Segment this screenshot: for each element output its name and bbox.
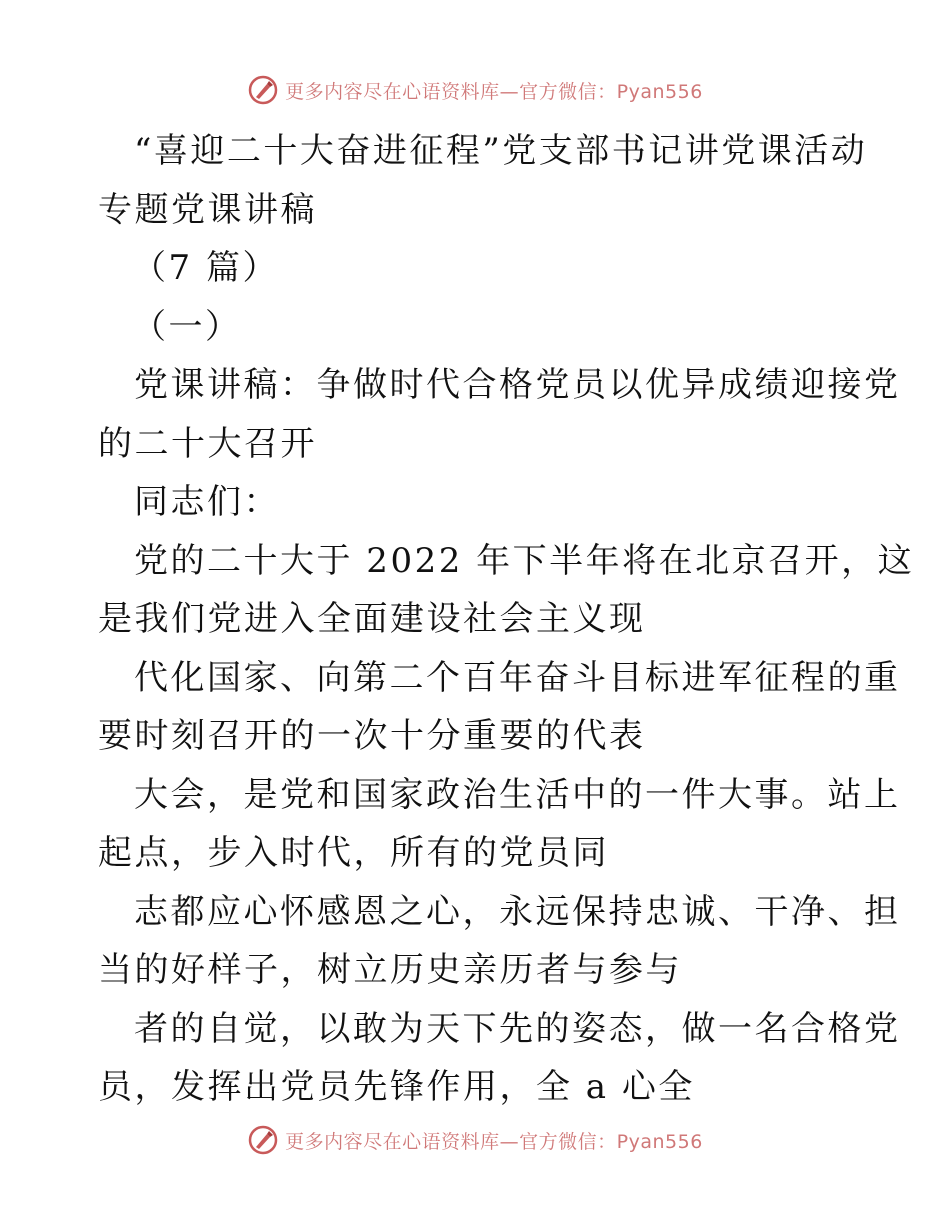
paragraph-line: 当的好样子，树立历史亲历者与参与 — [98, 950, 682, 990]
subtitle-line-2: 的二十大召开 — [98, 423, 317, 464]
paragraph-line: 志都应心怀感恩之心，永远保持忠诚、干净、担 — [134, 891, 901, 932]
title-line-2: 专题党课讲稿 — [98, 189, 317, 230]
title-line-1: “喜迎二十大奋进征程”党支部书记讲党课活动 — [134, 131, 868, 171]
section-number: （一） — [132, 306, 242, 347]
paragraph-line: 大会，是党和国家政治生活中的一件大事。站上 — [134, 774, 901, 815]
paragraph-line: 员，发挥出党员先锋作用，全 a 心全 — [98, 1067, 695, 1107]
footer-watermark — [0, 1122, 950, 1158]
paragraph-line: 党的二十大于 2022 年下半年将在北京召开，这 — [134, 540, 915, 581]
paragraph-line: 代化国家、向第二个百年奋斗目标进军征程的重 — [134, 657, 901, 698]
watermark-text: 更多内容尽在心语资料库—官方微信：Pyan556 — [285, 80, 703, 103]
pen-seal-icon — [247, 1124, 279, 1156]
paragraph-line: 起点，步入时代，所有的党员同 — [98, 833, 609, 873]
paragraph-line: 是我们党进入全面建设社会主义现 — [98, 599, 646, 639]
document-body — [98, 122, 915, 1117]
paragraph-line: 要时刻召开的一次十分重要的代表 — [98, 716, 646, 756]
header-watermark — [0, 72, 950, 108]
watermark-text: 更多内容尽在心语资料库—官方微信：Pyan556 — [285, 1130, 703, 1153]
subtitle-line-1: 党课讲稿：争做时代合格党员以优异成绩迎接党 — [134, 365, 901, 405]
salutation: 同志们： — [134, 482, 280, 522]
article-count: （7 篇） — [132, 248, 279, 288]
paragraph-line: 者的自觉，以敢为天下先的姿态，做一名合格党 — [134, 1008, 901, 1049]
pen-seal-icon — [247, 74, 279, 106]
